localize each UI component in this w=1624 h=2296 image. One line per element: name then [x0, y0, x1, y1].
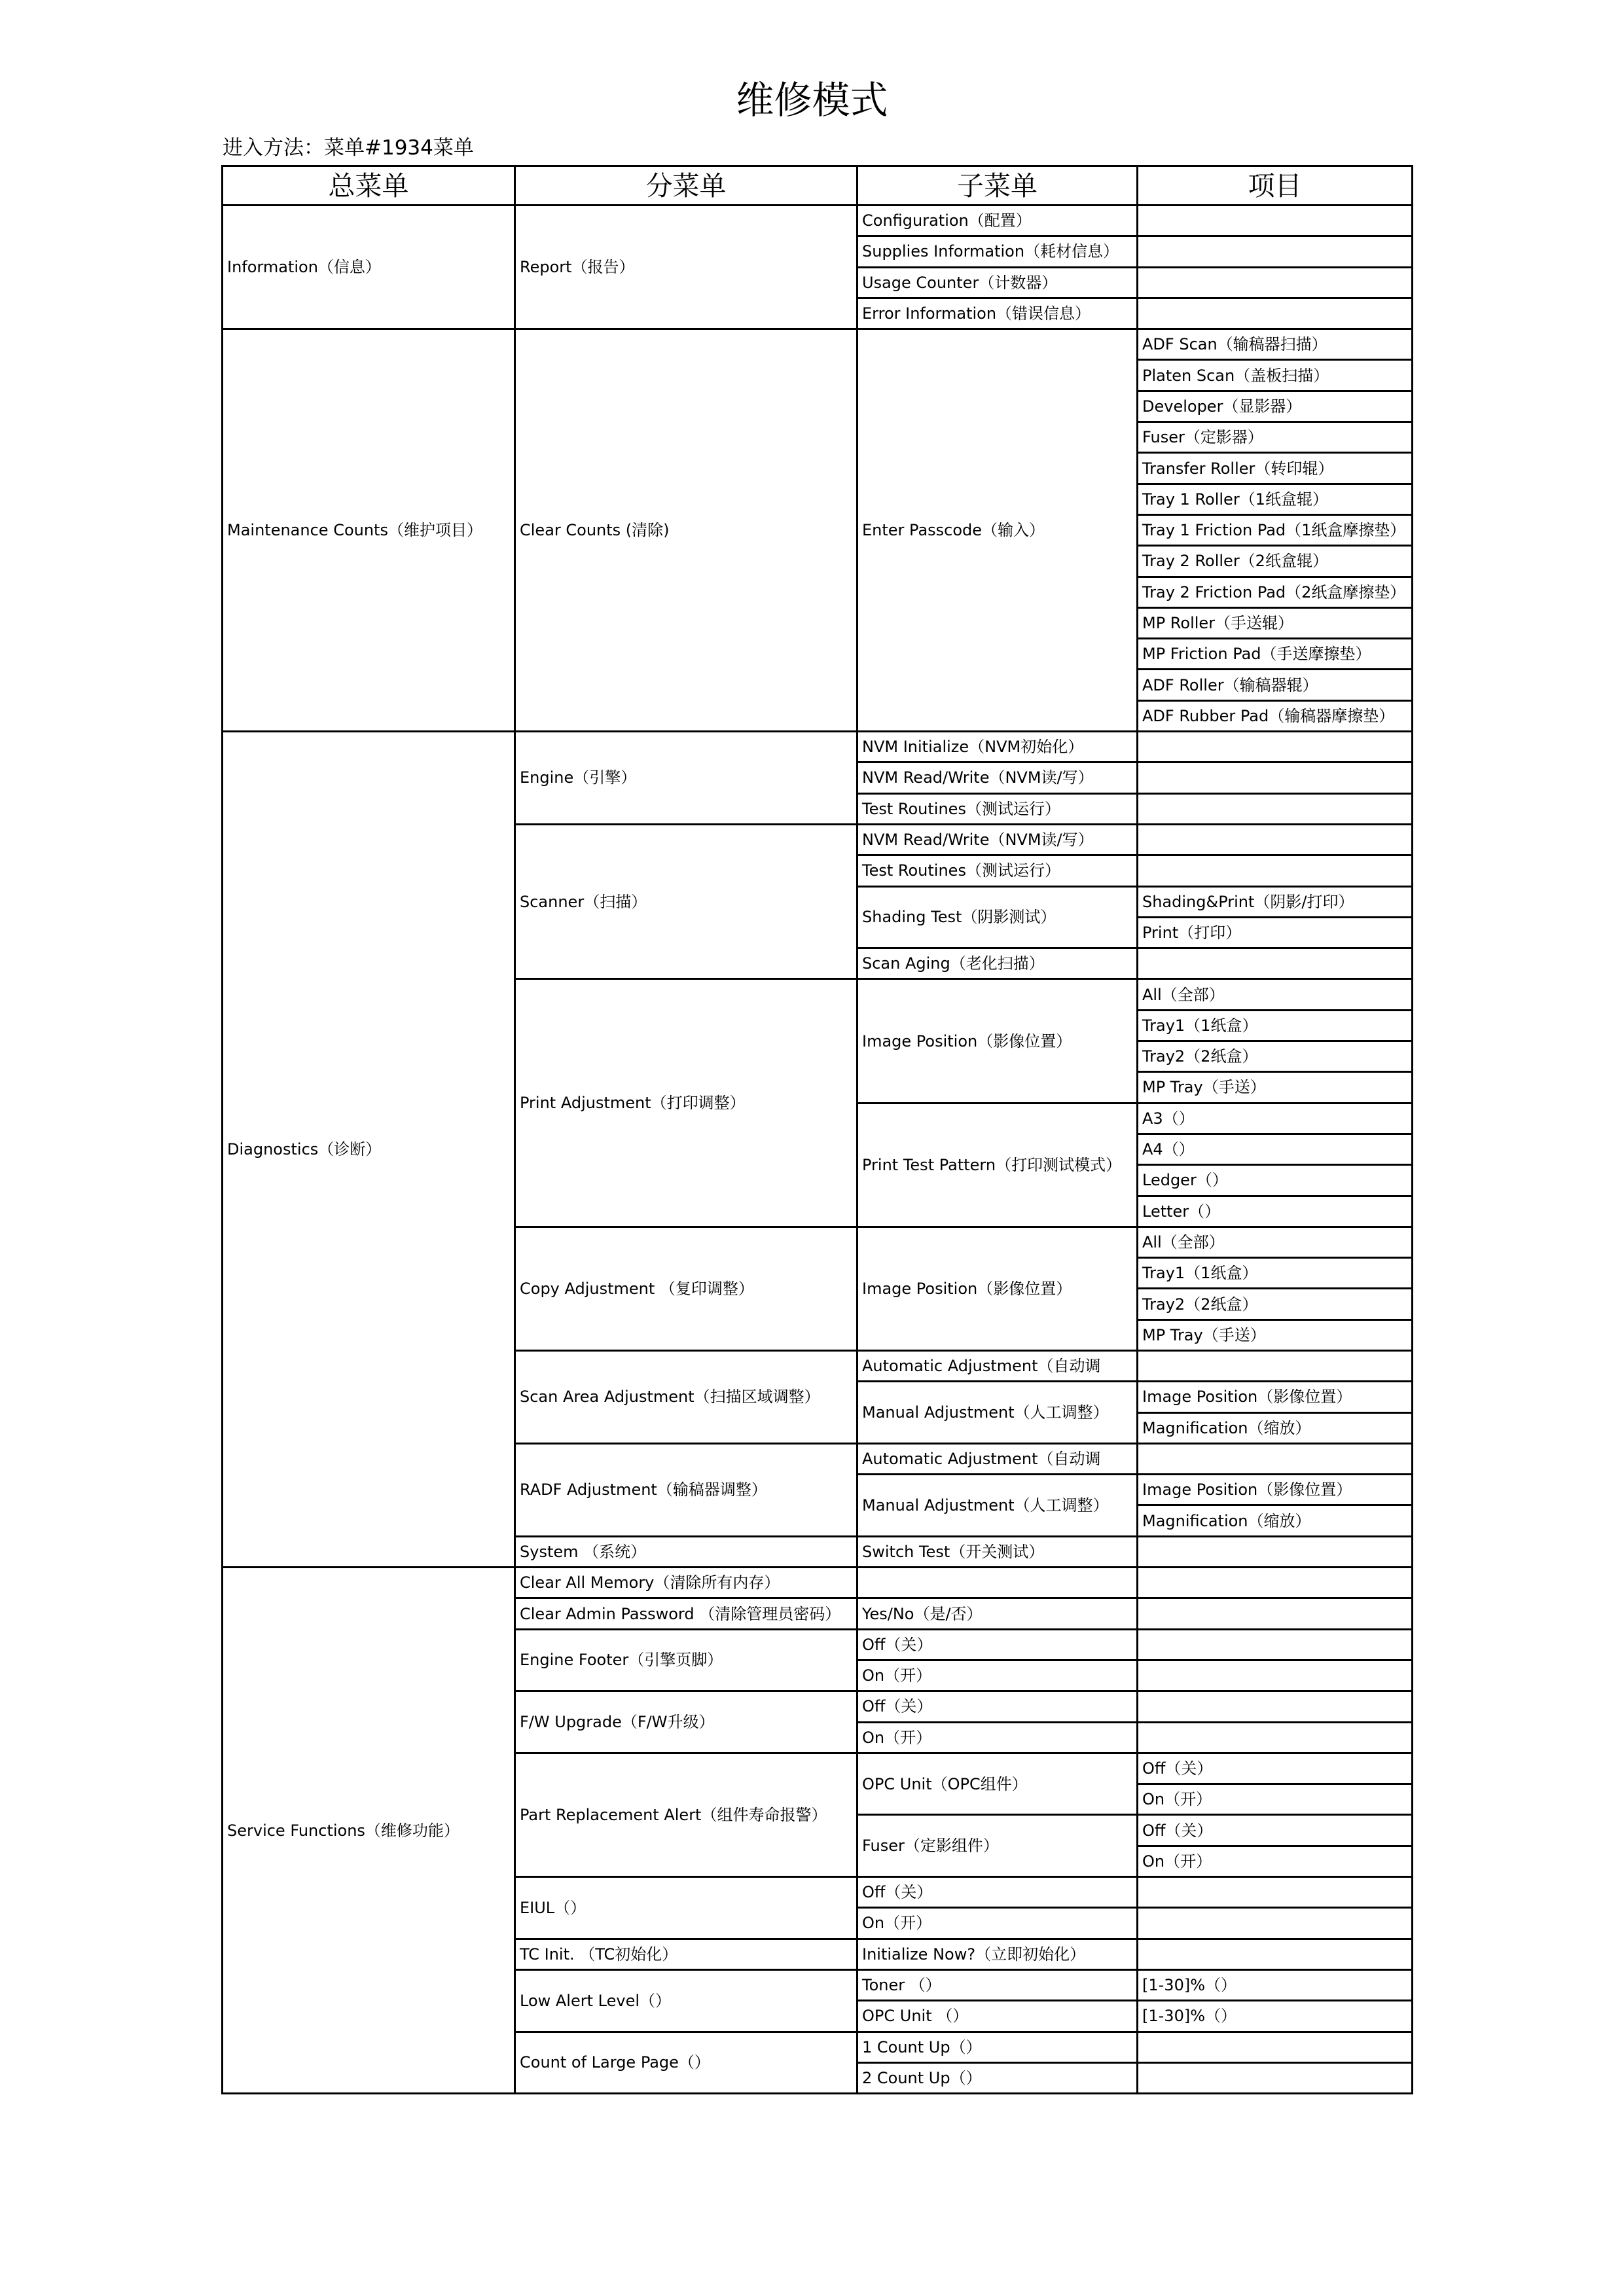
item-cell: A3（） [1138, 1103, 1413, 1134]
child-menu-cell: Shading Test（阴影测试） [857, 886, 1138, 948]
child-menu-cell: On（开） [857, 1908, 1138, 1939]
child-menu-cell: NVM Read/Write（NVM读/写） [857, 824, 1138, 855]
sub-menu-cell: Count of Large Page（） [515, 2032, 857, 2094]
sub-menu-cell: Clear Admin Password （清除管理员密码） [515, 1598, 857, 1629]
item-cell: All（全部） [1138, 1227, 1413, 1257]
item-cell [1138, 1568, 1413, 1598]
item-cell: Tray 2 Roller（2纸盒辊） [1138, 546, 1413, 577]
child-menu-cell: NVM Initialize（NVM初始化） [857, 732, 1138, 762]
child-menu-cell: Fuser（定影组件） [857, 1815, 1138, 1877]
table-body [223, 206, 1413, 2094]
child-menu-cell: Off（关） [857, 1877, 1138, 1908]
child-menu-cell: Scan Aging（老化扫描） [857, 948, 1138, 979]
item-cell: Developer（显影器） [1138, 391, 1413, 422]
child-menu-cell: OPC Unit （） [857, 2001, 1138, 2032]
child-menu-cell: Configuration（配置） [857, 206, 1138, 236]
item-cell: MP Roller（手送辊） [1138, 607, 1413, 638]
table-header-row [223, 166, 1413, 206]
item-cell: Image Position（影像位置） [1138, 1382, 1413, 1412]
item-cell [1138, 1443, 1413, 1474]
child-menu-cell: Yes/No（是/否） [857, 1598, 1138, 1629]
child-menu-cell: Image Position（影像位置） [857, 1227, 1138, 1350]
header-sub-menu: 分菜单 [515, 166, 857, 206]
item-cell [1138, 732, 1413, 762]
item-cell: Print（打印） [1138, 917, 1413, 948]
sub-menu-cell: Low Alert Level（） [515, 1969, 857, 2032]
table-row [223, 329, 1413, 360]
main-menu-cell: Service Functions（维修功能） [223, 1568, 515, 2094]
child-menu-cell: Manual Adjustment（人工调整） [857, 1382, 1138, 1444]
child-menu-cell: Test Routines（测试运行） [857, 855, 1138, 886]
child-menu-cell: Print Test Pattern（打印测试模式） [857, 1103, 1138, 1227]
sub-menu-cell: System （系统） [515, 1536, 857, 1567]
item-cell: Letter（） [1138, 1196, 1413, 1227]
main-menu-cell: Information（信息） [223, 206, 515, 329]
child-menu-cell: On（开） [857, 1722, 1138, 1753]
item-cell [1138, 267, 1413, 298]
sub-menu-cell: Scan Area Adjustment（扫描区域调整） [515, 1350, 857, 1443]
header-child-menu: 子菜单 [857, 166, 1138, 206]
item-cell: Shading&Print（阴影/打印） [1138, 886, 1413, 917]
page-title: 维修模式 [736, 78, 888, 122]
item-cell [1138, 1598, 1413, 1629]
item-cell: On（开） [1138, 1846, 1413, 1876]
item-cell [1138, 855, 1413, 886]
item-cell: Off（关） [1138, 1753, 1413, 1784]
item-cell [1138, 1877, 1413, 1908]
item-cell [1138, 1908, 1413, 1939]
child-menu-cell: Toner （） [857, 1969, 1138, 2000]
child-menu-cell: Automatic Adjustment（自动调 [857, 1350, 1138, 1381]
child-menu-cell: Usage Counter（计数器） [857, 267, 1138, 298]
item-cell [1138, 1660, 1413, 1691]
item-cell: Magnification（缩放） [1138, 1412, 1413, 1443]
item-cell [1138, 762, 1413, 793]
sub-menu-cell: Part Replacement Alert（组件寿命报警） [515, 1753, 857, 1876]
sub-menu-cell: Engine（引擎） [515, 732, 857, 825]
item-cell: Ledger（） [1138, 1165, 1413, 1196]
item-cell [1138, 1536, 1413, 1567]
item-cell: Image Position（影像位置） [1138, 1475, 1413, 1505]
sub-menu-cell: F/W Upgrade（F/W升级） [515, 1691, 857, 1753]
child-menu-cell: Automatic Adjustment（自动调 [857, 1443, 1138, 1474]
child-menu-cell: Enter Passcode（输入） [857, 329, 1138, 732]
child-menu-cell: Error Information（错误信息） [857, 298, 1138, 329]
main-menu-cell: Diagnostics（诊断） [223, 732, 515, 1568]
child-menu-cell: Off（关） [857, 1629, 1138, 1660]
item-cell: Fuser（定影器） [1138, 422, 1413, 453]
item-cell: Tray 1 Roller（1纸盒辊） [1138, 484, 1413, 514]
item-cell [1138, 1939, 1413, 1969]
item-cell: Tray1（1纸盒） [1138, 1010, 1413, 1041]
item-cell [1138, 206, 1413, 236]
table-row [223, 732, 1413, 762]
sub-menu-cell: Engine Footer（引擎页脚） [515, 1629, 857, 1691]
entry-method-note: 进入方法：菜单#1934菜单 [223, 136, 474, 160]
item-cell: Off（关） [1138, 1815, 1413, 1846]
item-cell: Tray2（2纸盒） [1138, 1041, 1413, 1072]
item-cell [1138, 1350, 1413, 1381]
child-menu-cell: Initialize Now?（立即初始化） [857, 1939, 1138, 1969]
item-cell [1138, 2032, 1413, 2062]
child-menu-cell [857, 1568, 1138, 1598]
sub-menu-cell: TC Init. （TC初始化） [515, 1939, 857, 1969]
item-cell: On（开） [1138, 1784, 1413, 1815]
item-cell: ADF Roller（输稿器辊） [1138, 670, 1413, 700]
item-cell: MP Friction Pad（手送摩擦垫） [1138, 639, 1413, 670]
child-menu-cell: Test Routines（测试运行） [857, 793, 1138, 824]
child-menu-cell: Switch Test（开关测试） [857, 1536, 1138, 1567]
sub-menu-cell: Print Adjustment（打印调整） [515, 979, 857, 1227]
header-main-menu: 总菜单 [223, 166, 515, 206]
child-menu-cell: OPC Unit（OPC组件） [857, 1753, 1138, 1815]
sub-menu-cell: EIUL（） [515, 1877, 857, 1939]
table-row [223, 1568, 1413, 1598]
item-cell [1138, 1691, 1413, 1722]
item-cell: MP Tray（手送） [1138, 1072, 1413, 1103]
service-menu-table [221, 165, 1413, 2094]
child-menu-cell: NVM Read/Write（NVM读/写） [857, 762, 1138, 793]
child-menu-cell: On（开） [857, 1660, 1138, 1691]
item-cell [1138, 1722, 1413, 1753]
main-menu-cell: Maintenance Counts（维护项目） [223, 329, 515, 732]
item-cell: Tray 1 Friction Pad（1纸盒摩擦垫） [1138, 514, 1413, 545]
sub-menu-cell: RADF Adjustment（输稿器调整） [515, 1443, 857, 1536]
table-row [223, 206, 1413, 236]
sub-menu-cell: Scanner（扫描） [515, 824, 857, 978]
item-cell: All（全部） [1138, 979, 1413, 1010]
item-cell: ADF Scan（输稿器扫描） [1138, 329, 1413, 360]
child-menu-cell: Image Position（影像位置） [857, 979, 1138, 1103]
sub-menu-cell: Clear Counts (清除) [515, 329, 857, 732]
item-cell [1138, 793, 1413, 824]
item-cell: [1-30]%（） [1138, 1969, 1413, 2000]
item-cell [1138, 824, 1413, 855]
child-menu-cell: 1 Count Up（） [857, 2032, 1138, 2062]
item-cell [1138, 1629, 1413, 1660]
item-cell [1138, 236, 1413, 267]
item-cell: Tray 2 Friction Pad（2纸盒摩擦垫） [1138, 577, 1413, 607]
sub-menu-cell: Report（报告） [515, 206, 857, 329]
item-cell: Transfer Roller（转印辊） [1138, 453, 1413, 484]
item-cell [1138, 298, 1413, 329]
item-cell: Tray2（2纸盒） [1138, 1289, 1413, 1319]
child-menu-cell: Supplies Information（耗材信息） [857, 236, 1138, 267]
item-cell: Magnification（缩放） [1138, 1505, 1413, 1536]
item-cell: Platen Scan（盖板扫描） [1138, 360, 1413, 391]
sub-menu-cell: Copy Adjustment （复印调整） [515, 1227, 857, 1350]
header-item: 项目 [1138, 166, 1413, 206]
child-menu-cell: Manual Adjustment（人工调整） [857, 1475, 1138, 1537]
item-cell: [1-30]%（） [1138, 2001, 1413, 2032]
item-cell: A4（） [1138, 1134, 1413, 1164]
item-cell: ADF Rubber Pad（输稿器摩擦垫） [1138, 700, 1413, 731]
item-cell: Tray1（1纸盒） [1138, 1258, 1413, 1289]
child-menu-cell: 2 Count Up（） [857, 2062, 1138, 2093]
item-cell [1138, 2062, 1413, 2093]
item-cell [1138, 948, 1413, 979]
child-menu-cell: Off（关） [857, 1691, 1138, 1722]
item-cell: MP Tray（手送） [1138, 1319, 1413, 1350]
sub-menu-cell: Clear All Memory（清除所有内存） [515, 1568, 857, 1598]
